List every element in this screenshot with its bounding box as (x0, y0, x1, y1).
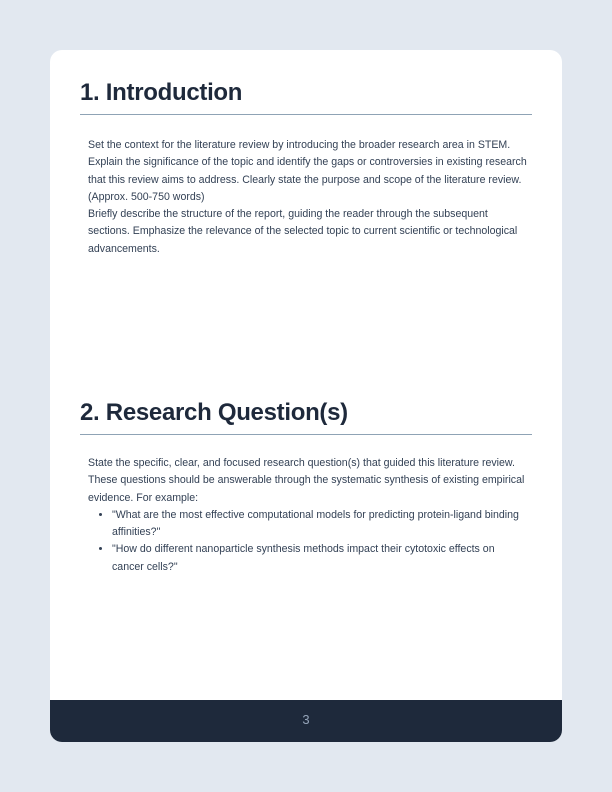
paragraph: Set the context for the literature review by introducing the broader research area in STEM. Explain the significance of the topic and identify the gaps or controversies in existing research that this review aims to address. Clearly state the purpose and scope of the literature review. (Approx. 500-750 words) (88, 139, 527, 203)
page-number: 3 (302, 712, 310, 727)
page-card (50, 50, 562, 742)
paragraph: State the specific, clear, and focused research question(s) that guided this literature review. These questions should be answerable through the systematic synthesis of existing empirical evidence. For example: (88, 457, 525, 504)
list-item: • "How do different nanoparticle synthesis methods impact their cytotoxic effects on cancer cells?" (112, 541, 528, 576)
list-item: • "What are the most effective computational models for predicting protein-ligand binding affinities?" (112, 507, 528, 542)
section-body (88, 137, 528, 258)
introduction-section (80, 78, 532, 258)
section-body (88, 455, 528, 576)
section-heading: 2. Research Question(s) (80, 398, 532, 435)
paragraph: Briefly describe the structure of the report, guiding the reader through the subsequent sections. Emphasize the relevance of the selected topic to current scientific or technological advancements. (88, 208, 518, 255)
section-heading: 1. Introduction (80, 78, 532, 115)
example-list (88, 507, 528, 576)
page-footer (50, 700, 562, 742)
research-questions-section (80, 398, 532, 576)
